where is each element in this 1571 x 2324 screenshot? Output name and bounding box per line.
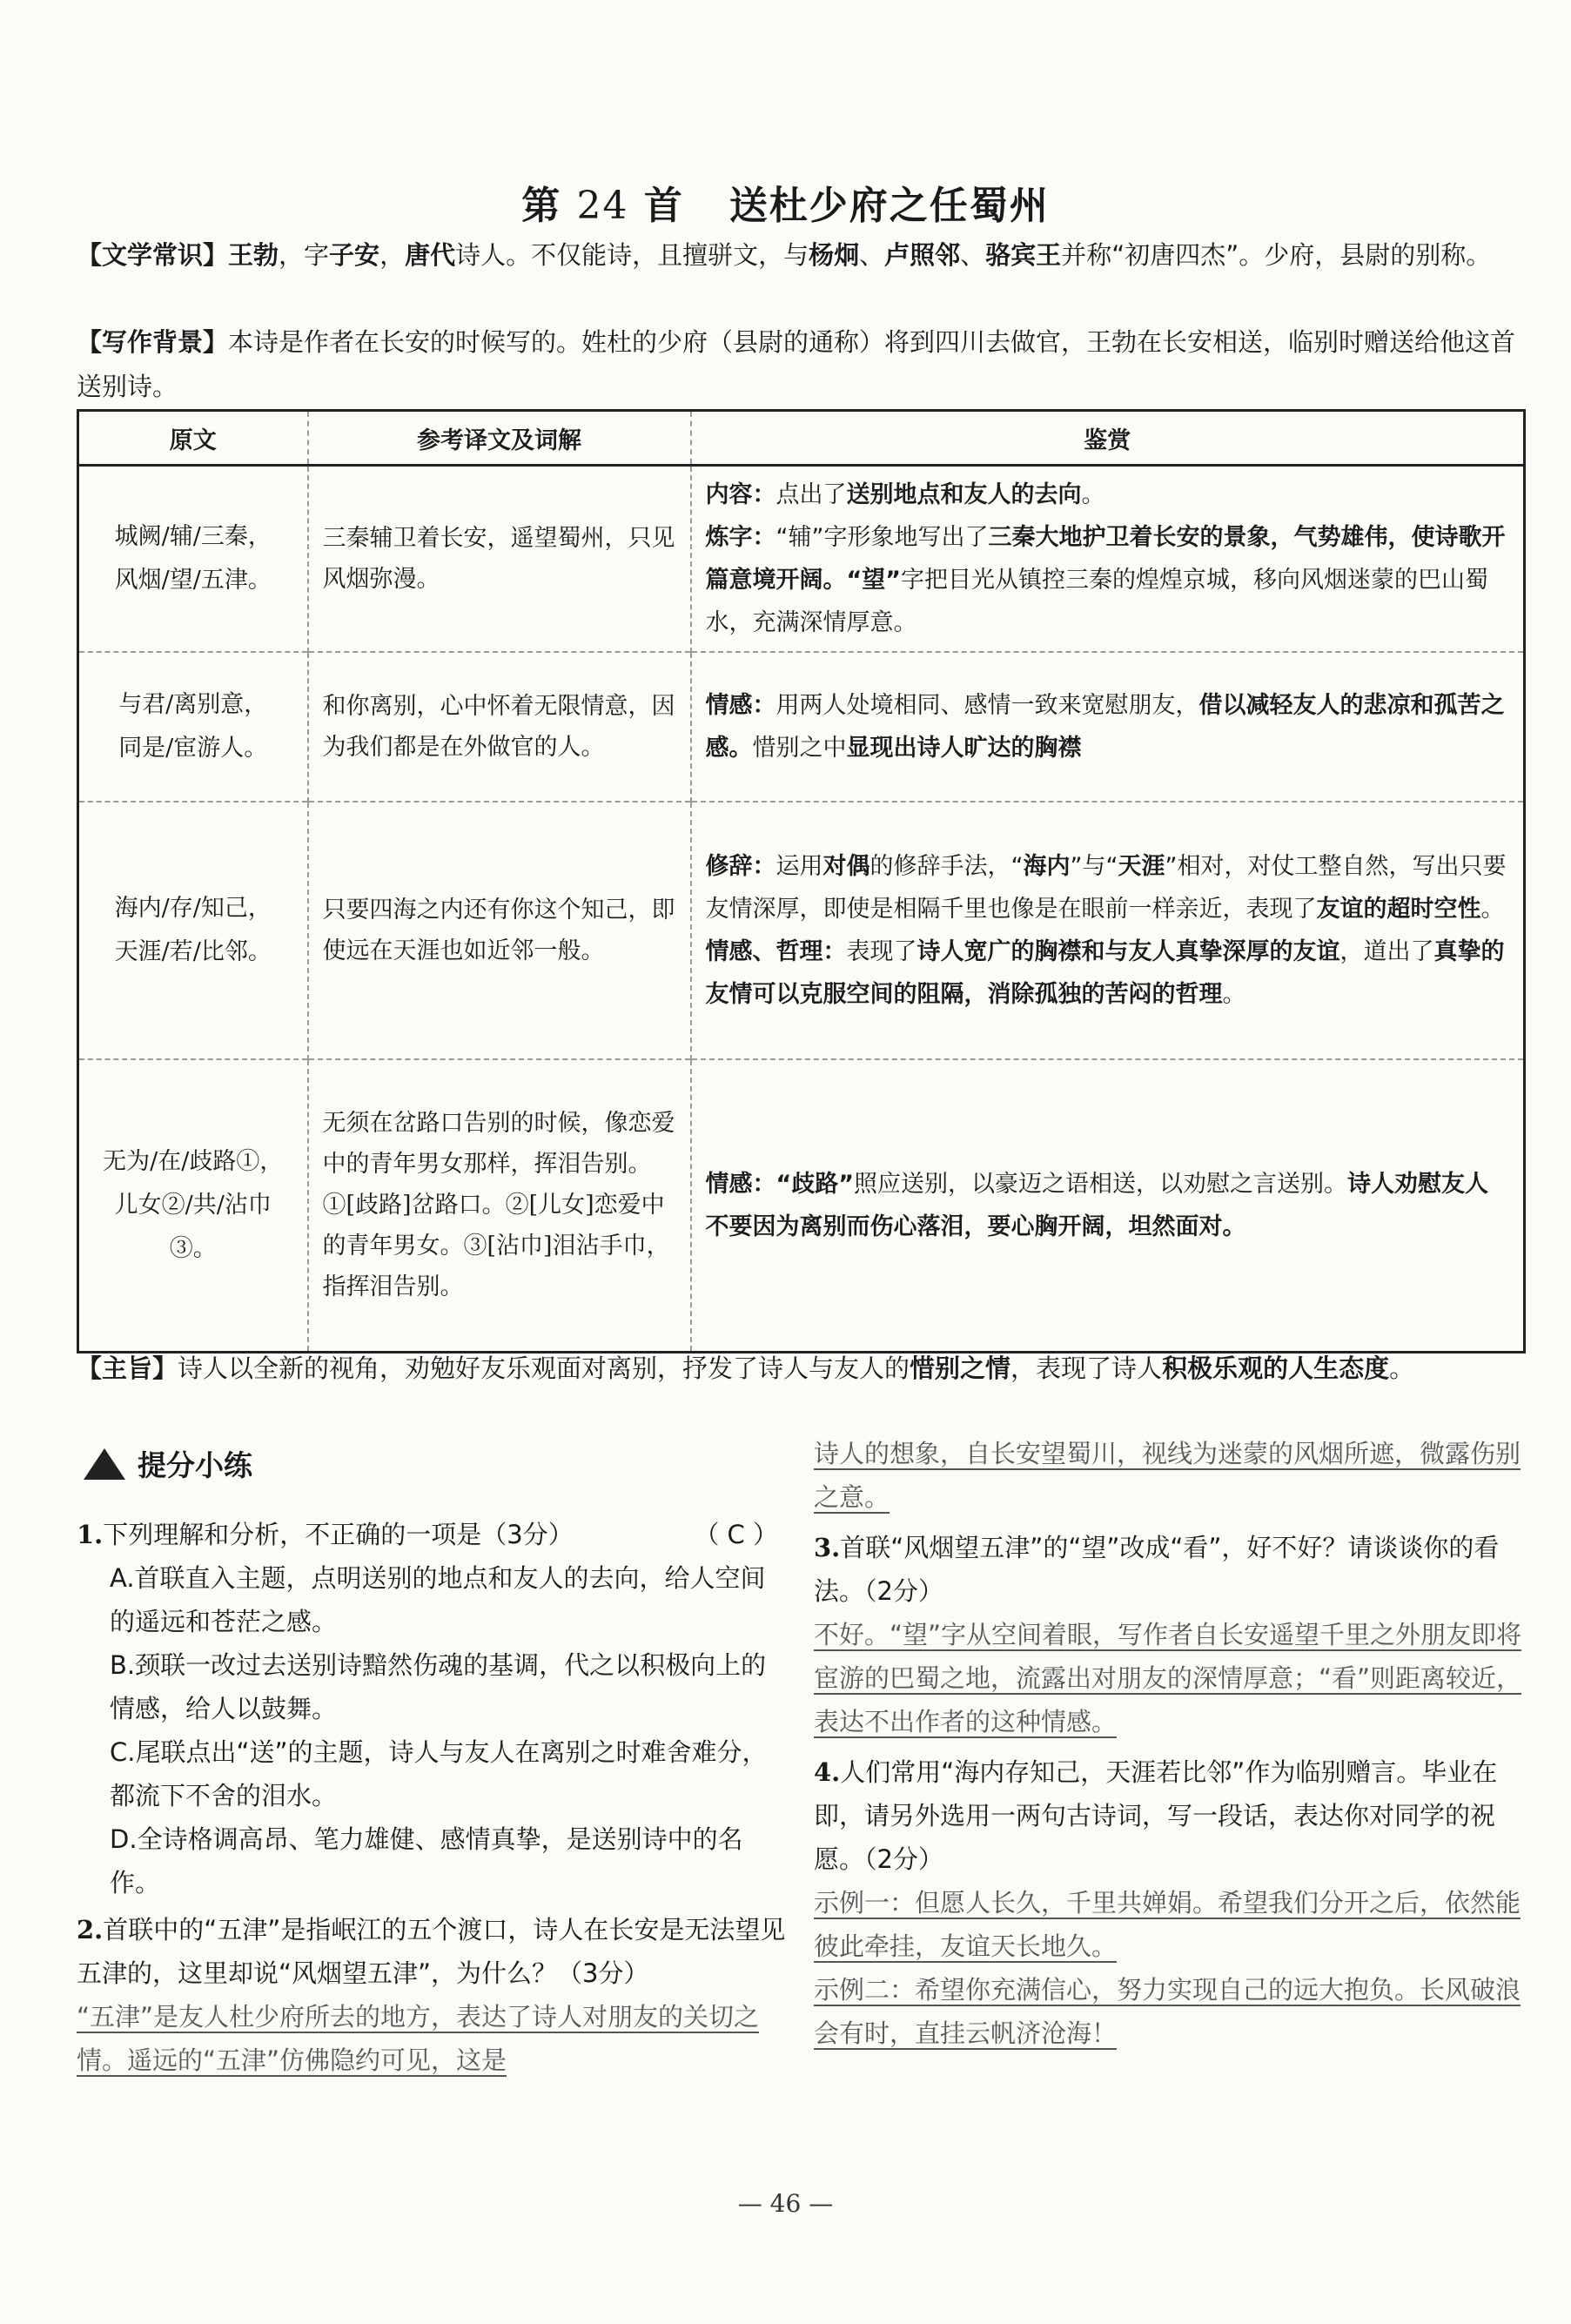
answer-2: “五津”是友人杜少府所去的地方，表达了诗人对朋友的关切之情。遥远的“五津”仿佛隐约可见，这是: [77, 2002, 760, 2075]
question-4: 4.人们常用“海内存知己，天涯若比邻”作为临别赠言。毕业在即，请另外选用一两句古诗词，写一段话，表达你对同学的祝愿。（2分）: [814, 1757, 1498, 1874]
practice-left-column: [77, 1513, 790, 2082]
page-number: — 46 —: [737, 2189, 834, 2218]
practice-heading: 提分小练: [84, 1443, 252, 1484]
option-a: A.首联直入主题，点明送别的地点和友人的去向，给人空间的遥远和苍茫之感。: [110, 1563, 766, 1636]
pyramid-icon: [84, 1448, 125, 1480]
page-title: 第 24 首 送杜少府之任蜀州: [521, 184, 1050, 228]
practice-right-column: [814, 1432, 1527, 2055]
answer-4-example-2: 示例二：希望你充满信心，努力实现自己的远大抱负。长风破浪会有时，直挂云帆济沧海！: [814, 1975, 1521, 2048]
poem-table: [77, 409, 1526, 1353]
question-2: 2.首联中的“五津”是指岷江的五个渡口，诗人在长安是无法望见五津的，这里却说“风烟望五津”，为什么？（3分）: [77, 1915, 786, 1988]
answer-2-continued: 诗人的想象，自长安望蜀川，视线为迷蒙的风烟所遮，微露伤别之意。: [814, 1439, 1521, 1512]
choice-answer: （ C ）: [694, 1520, 778, 1549]
table-row: 海内/存/知己， 天涯/若/比邻。 只要四海之内还有你这个知己，即使远在天涯也如近邻一般。 修辞：运用对偶的修辞手法，“海内”与“天涯”相对，对仗工整自然，写出只要友情深厚，即使是相隔千里也像是在眼前一样亲近，表现了友谊的超时空性。 情感、哲理：表现了诗人宽广的胸襟和与友人真挚深厚的友谊，道出了真挚的友情可以克服空间的阻隔，消除孤独的苦闷的哲理。: [78, 802, 1525, 1059]
table-header: 原文 参考译文及词解 鉴赏: [78, 411, 1525, 466]
question-3: 3.首联“风烟望五津”的“望”改成“看”，好不好？请谈谈你的看法。（2分）: [814, 1533, 1500, 1606]
main-idea: 【主旨】诗人以全新的视角，劝勉好友乐观面对离别，抒发了诗人与友人的惜别之情，表现了诗人积极乐观的人生态度。: [77, 1353, 1415, 1383]
option-b: B.颈联一改过去送别诗黯然伤魂的基调，代之以积极向上的情感，给人以鼓舞。: [110, 1650, 767, 1723]
table-row: 无为/在/歧路①， 儿女②/共/沾巾③。 无须在岔路口告别的时候，像恋爱中的青年男女那样，挥泪告别。 ①[歧路]岔路口。②[儿女]恋爱中的青年男女。③[沾巾]泪沾手巾，指挥泪告别。 情感：“歧路”照应送别，以豪迈之语相送，以劝慰之言送别。诗人劝慰友人不要因为离别而伤心落泪，要心胸开阔，坦然面对。: [78, 1059, 1525, 1352]
table-row: 与君/离别意， 同是/宦游人。 和你离别，心中怀着无限情意，因为我们都是在外做官的人。 情感：用两人处境相同、感情一致来宽慰朋友，借以减轻友人的悲凉和孤苦之感。惜别之中显现出诗人旷达的胸襟: [78, 652, 1525, 802]
answer-3: 不好。“望”字从空间着眼，写作者自长安遥望千里之外朋友即将宦游的巴蜀之地，流露出对朋友的深情厚意；“看”则距离较近，表达不出作者的这种情感。: [814, 1620, 1522, 1736]
option-c: C.尾联点出“送”的主题，诗人与友人在离别之时难舍难分，都流下不舍的泪水。: [110, 1737, 768, 1810]
writing-background: 【写作背景】本诗是作者在长安的时候写的。姓杜的少府（县尉的通称）将到四川去做官，王勃在长安相送，临别时赠送给他这首送别诗。: [77, 327, 1516, 401]
option-d: D.全诗格调高昂、笔力雄健、感情真挚，是送别诗中的名作。: [110, 1824, 743, 1897]
poem-title: 送杜少府之任蜀州: [728, 184, 1050, 228]
answer-4-example-1: 示例一：但愿人长久，千里共婵娟。希望我们分开之后，依然能彼此牵挂，友谊天长地久。: [814, 1888, 1521, 1961]
literary-knowledge: 【文学常识】王勃，字子安，唐代诗人。不仅能诗，且擅骈文，与杨炯、卢照邻、骆宾王并称“初唐四杰”。少府，县尉的别称。: [77, 240, 1492, 270]
table-row: 城阙/辅/三秦， 风烟/望/五津。 三秦辅卫着长安，遥望蜀州，只见风烟弥漫。 内容：点出了送别地点和友人的去向。 炼字：“辅”字形象地写出了三秦大地护卫着长安的景象，气势雄伟，使诗歌开篇意境开阔。“望”字把目光从镇控三秦的煌煌京城，移向风烟迷蒙的巴山蜀水，充满深情厚意。: [78, 466, 1525, 653]
question-1: 1.下列理解和分析，不正确的一项是（3分） （ C ）: [77, 1513, 790, 1556]
